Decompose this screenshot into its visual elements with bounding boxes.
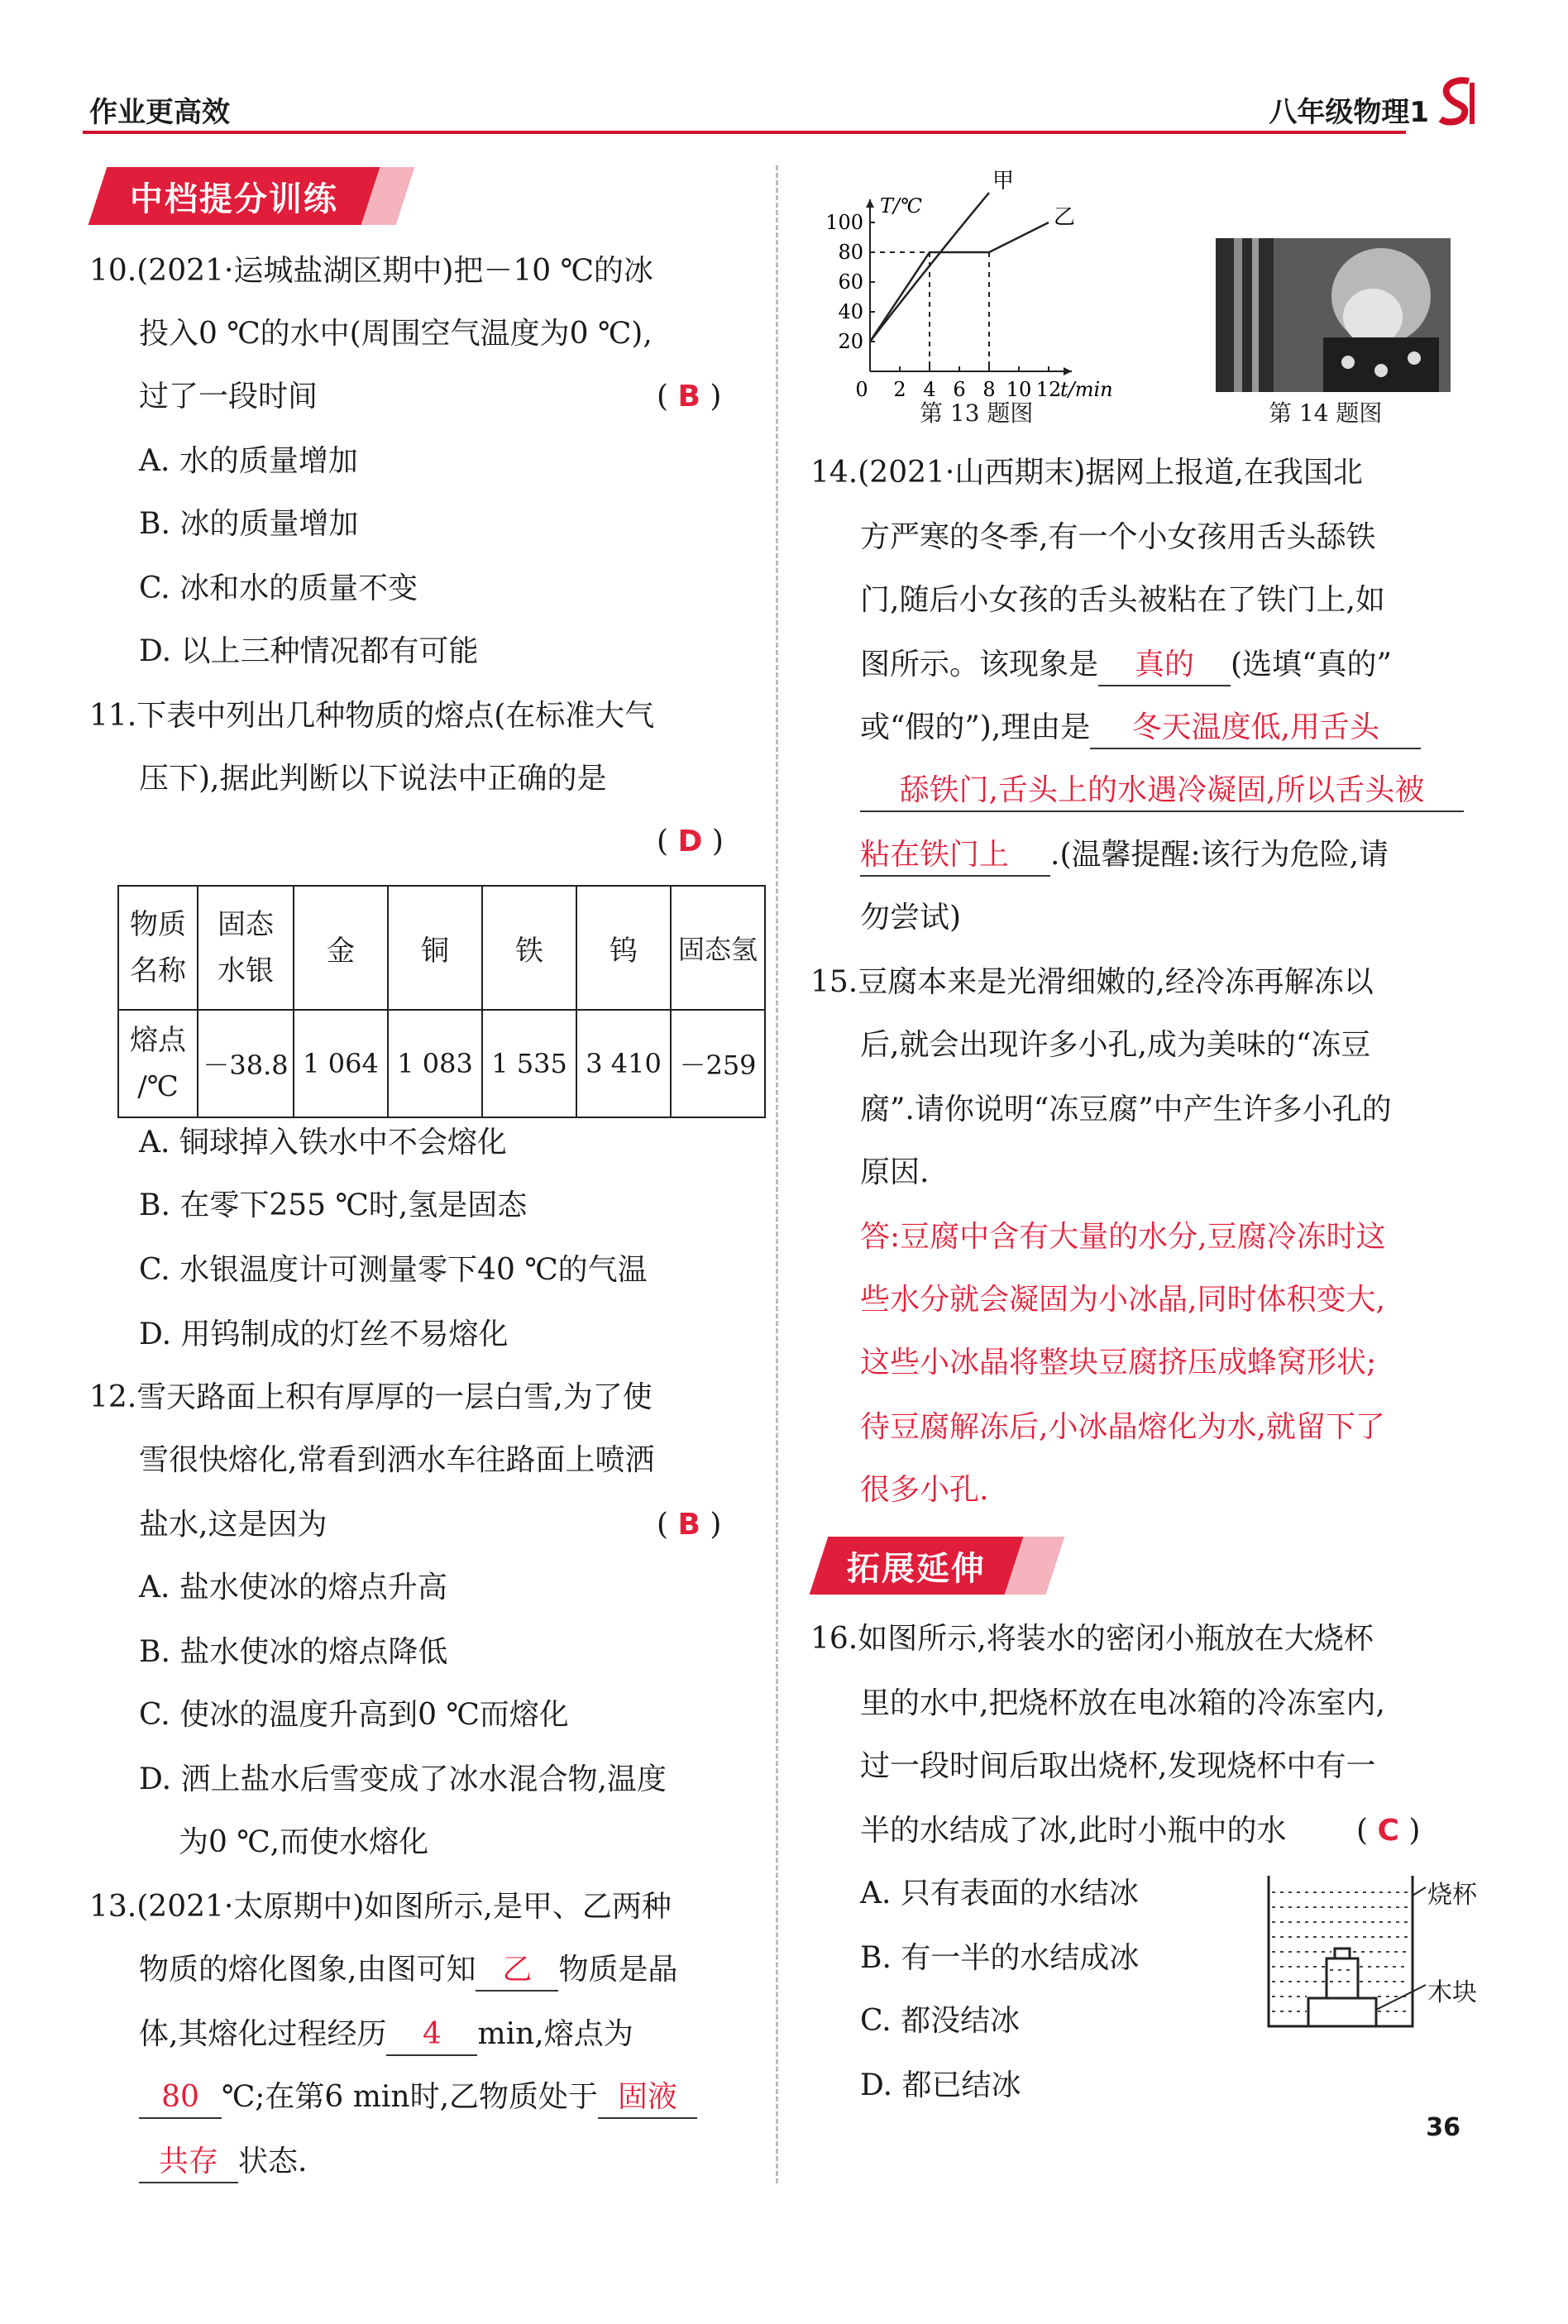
q13-blank4b: 共存 (139, 2142, 238, 2183)
q11-option-d: D. 用钨制成的灯丝不易熔化 (139, 1317, 509, 1351)
q12-option-a: A. 盐水使冰的熔点升高 (139, 1571, 447, 1604)
q16-line2: 里的水中,把烧杯放在电冰箱的冷冻室内, (860, 1686, 1385, 1720)
table-row-label-l1: 熔点 (130, 1024, 186, 1057)
fig13-chart (819, 161, 1166, 434)
x-axis-arrow (1064, 367, 1072, 375)
q14-line8: 勿尝试) (860, 901, 962, 935)
q16-answer-bracket: ( C ) (1356, 1814, 1421, 1848)
q15-line2: 后,就会出现许多小孔,成为美味的“冻豆 (860, 1028, 1371, 1062)
page-number: 36 (1426, 2113, 1460, 2142)
y-axis-label: T/℃ (880, 194, 922, 218)
table-header-substance (118, 886, 198, 1010)
q11-answer: D (677, 825, 703, 858)
q16-option-d: D. 都已结冰 (860, 2068, 1021, 2102)
x-tick-label: 6 (953, 378, 966, 401)
x-tick-label: 4 (923, 378, 936, 401)
fig14-caption: 第 14 题图 (1269, 399, 1383, 427)
publisher-logo-icon (1436, 76, 1479, 127)
section-title-ext: 拓展延伸 (847, 1549, 986, 1588)
q12-option-c: C. 使冰的温度升高到0 ℃而熔化 (139, 1698, 569, 1732)
q11-option-a: A. 铜球掉入铁水中不会熔化 (139, 1126, 507, 1160)
q15-answer-line3: 这些小冰晶将整块豆腐挤压成蜂窝形状; (860, 1346, 1377, 1380)
q14-l4b: (选填“真的” (1231, 648, 1392, 681)
q13-line4 (139, 2078, 697, 2119)
q15-answer-line5: 很多小孔. (860, 1473, 989, 1507)
table-header-gold: 金 (294, 886, 388, 1010)
q12-answer: B (677, 1508, 700, 1542)
fig14-photo (1216, 238, 1451, 392)
q12-option-b: B. 盐水使冰的熔点降低 (139, 1635, 448, 1669)
section-banner-ext (810, 1537, 1024, 1595)
q14-l5a: 或“假的”),理由是 (860, 710, 1091, 744)
y-tick-label: 80 (838, 241, 863, 264)
q16-option-b: B. 有一半的水结成冰 (860, 1941, 1140, 1975)
q11-line2: 压下),据此判断以下说法中正确的是 (139, 762, 607, 796)
q14-line7 (860, 835, 1389, 877)
q13-blank3: 80 (139, 2078, 222, 2119)
q13-line1: 13.(2021·太原期中)如图所示,是甲、乙两种 (89, 1890, 672, 1924)
q13-l4a: ℃;在第6 min时,乙物质处于 (222, 2080, 599, 2114)
x-tick-label: 10 (1006, 378, 1032, 401)
table-header-iron: 铁 (482, 886, 576, 1010)
table-header-mercury-l1: 固态 (218, 908, 274, 941)
q11-option-c: C. 水银温度计可测量零下40 ℃的气温 (139, 1253, 648, 1287)
q16-option-a: A. 只有表面的水结冰 (860, 1877, 1139, 1910)
table-header-substance-l1: 物质 (130, 908, 186, 941)
q14-l7: .(温馨提醒:该行为危险,请 (1050, 838, 1389, 872)
q15-answer-line4: 待豆腐解冻后,小冰晶熔化为水,就留下了 (860, 1410, 1385, 1444)
q13-line2 (139, 1950, 677, 1992)
q11-line1: 11.下表中列出几种物质的熔点(在标准大气 (89, 699, 655, 733)
header-divider (83, 131, 1406, 134)
q11-answer-bracket: ( D ) (657, 825, 724, 858)
q13-blank2: 4 (386, 2015, 477, 2056)
table-cell-copper: 1 083 (388, 1010, 482, 1117)
q11-option-b: B. 在零下255 ℃时,氢是固态 (139, 1188, 528, 1222)
q14-blank2: 冬天温度低,用舌头 (1090, 708, 1421, 749)
table-cell-tungsten: 3 410 (576, 1010, 671, 1117)
q14-line4 (860, 645, 1392, 686)
q13-l5: 状态. (238, 2145, 308, 2178)
fig16-label-block: 木块 (1427, 1978, 1477, 2007)
x-tick-label: 12 (1035, 378, 1062, 401)
column-divider (776, 165, 778, 2183)
q13-l2a: 物质的熔化图象,由图可知 (139, 1953, 476, 1987)
q10-option-b: B. 冰的质量增加 (139, 507, 359, 541)
table-header-mercury-l2: 水银 (218, 954, 274, 987)
q10-option-a: A. 水的质量增加 (139, 444, 358, 478)
q10-line3: 过了一段时间 (139, 380, 318, 414)
x-tick-label: 8 (982, 378, 996, 401)
table-cell-mercury: －38.8 (198, 1010, 294, 1117)
series-yi-label: 乙 (1054, 205, 1076, 230)
q15-answer-line1: 答:豆腐中含有大量的水分,豆腐冷冻时这 (860, 1220, 1386, 1254)
table-header-tungsten: 钨 (576, 886, 671, 1010)
q10-line1: 10.(2021·运城盐湖区期中)把－10 ℃的冰 (89, 254, 653, 288)
q14-line6 (860, 771, 1464, 812)
series-jia-label: 甲 (992, 169, 1015, 194)
q15-line3: 腐”.请你说明“冻豆腐”中产生许多小孔的 (860, 1093, 1392, 1126)
q10-answer-bracket: ( B ) (657, 380, 722, 414)
section-banner-mid (88, 167, 380, 225)
q12-line3: 盐水,这是因为 (139, 1508, 327, 1542)
q14-blank3: 舔铁门,舌头上的水遇冷凝固,所以舌头被 (860, 771, 1464, 812)
q13-l3a: 体,其熔化过程经历 (139, 2017, 387, 2051)
section-title-mid: 中档提分训练 (130, 179, 338, 218)
q13-l2b: 物质是晶 (558, 1953, 678, 1987)
x-axis-label: t/min (1060, 378, 1113, 401)
table-cell-gold: 1 064 (294, 1010, 388, 1117)
table-header-substance-l2: 名称 (130, 954, 186, 987)
q14-blank4: 粘在铁门上 (860, 835, 1050, 877)
table-row-label-l2: /℃ (137, 1070, 179, 1103)
q14-line2: 方严寒的冬季,有一个小女孩用舌头舔铁 (860, 520, 1376, 554)
q16-line4: 半的水结成了冰,此时小瓶中的水 (860, 1814, 1287, 1848)
q10-line2: 投入0 ℃的水中(周围空气温度为0 ℃), (139, 317, 653, 351)
q15-answer-line2: 些水分就会凝固为小冰晶,同时体积变大, (860, 1283, 1385, 1317)
q12-answer-bracket: ( B ) (657, 1508, 722, 1542)
x-tick-label: 0 (855, 378, 868, 401)
q12-line1: 12.雪天路面上积有厚厚的一层白雪,为了使 (89, 1380, 653, 1414)
q15-line4: 原因. (860, 1155, 930, 1189)
table-header-mercury (198, 886, 294, 1010)
q12-option-d-cont: 为0 ℃,而使水熔化 (179, 1825, 429, 1859)
x-tick-label: 2 (893, 378, 906, 401)
melting-point-table (117, 885, 766, 1118)
q16-line1: 16.如图所示,将装水的密闭小瓶放在大烧杯 (810, 1622, 1374, 1656)
header-right-title: 八年级物理1 (1269, 96, 1429, 129)
q13-l3b: min,熔点为 (477, 2017, 633, 2051)
q14-line1: 14.(2021·山西期末)据网上报道,在我国北 (810, 456, 1363, 490)
table-row-label (118, 1010, 198, 1117)
q10-answer: B (677, 380, 700, 414)
q14-line3: 门,随后小女孩的舌头被粘在了铁门上,如 (860, 583, 1385, 617)
y-axis-arrow (866, 199, 874, 208)
table-header-hydrogen: 固态氢 (671, 886, 765, 1010)
table-header-copper: 铜 (388, 886, 482, 1010)
q13-line5 (139, 2142, 307, 2183)
table-cell-iron: 1 535 (482, 1010, 576, 1117)
q12-line2: 雪很快熔化,常看到洒水车往路面上喷洒 (139, 1443, 655, 1477)
q14-line5 (860, 708, 1421, 749)
q13-blank1: 乙 (476, 1950, 558, 1992)
table-cell-hydrogen: －259 (671, 1010, 765, 1117)
fig16-label-beaker: 烧杯 (1427, 1881, 1477, 1910)
q16-line3: 过一段时间后取出烧杯,发现烧杯中有一 (860, 1749, 1376, 1783)
header-left-title: 作业更高效 (89, 96, 230, 129)
series-yi-line (870, 222, 1049, 342)
q16-option-c: C. 都没结冰 (860, 2004, 1021, 2038)
q15-line1: 15.豆腐本来是光滑细嫩的,经冷冻再解冻以 (810, 965, 1374, 999)
q14-l4a: 图所示。该现象是 (860, 648, 1099, 681)
q16-answer: C (1377, 1814, 1399, 1848)
q12-option-d: D. 洒上盐水后雪变成了冰水混合物,温度 (139, 1762, 667, 1796)
y-tick-label: 20 (838, 330, 863, 353)
fig13-caption: 第 13 题图 (920, 399, 1034, 427)
q13-line3 (139, 2015, 633, 2056)
q10-option-c: C. 冰和水的质量不变 (139, 571, 418, 605)
y-tick-label: 60 (838, 270, 863, 294)
y-tick-label: 100 (825, 211, 863, 234)
q13-blank4a: 固液 (598, 2078, 697, 2119)
q10-option-d: D. 以上三种情况都有可能 (139, 634, 479, 668)
y-tick-label: 40 (838, 300, 863, 323)
q14-blank1: 真的 (1098, 645, 1231, 686)
